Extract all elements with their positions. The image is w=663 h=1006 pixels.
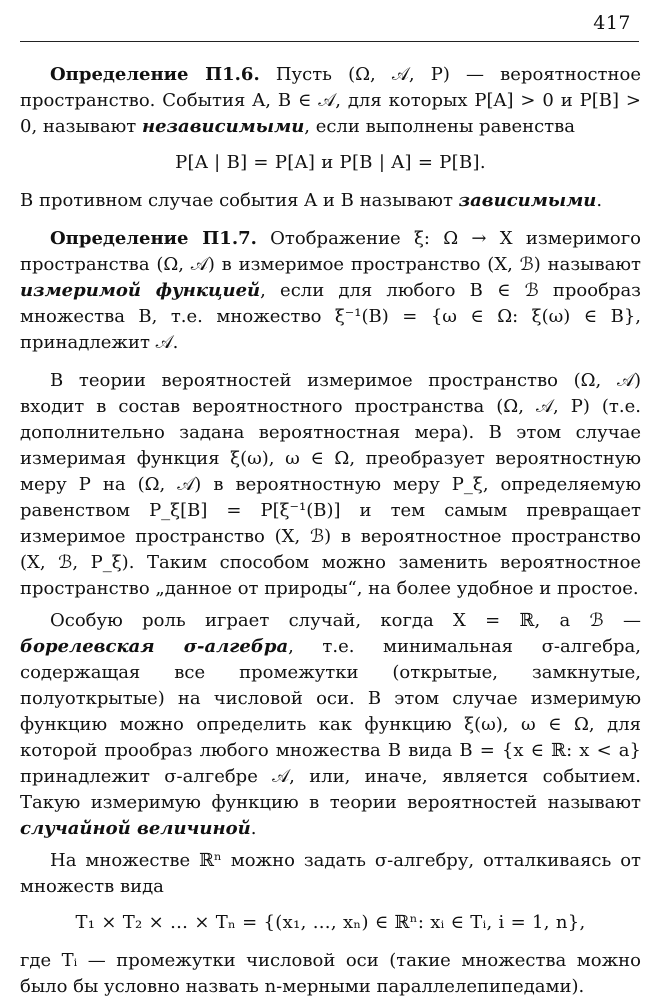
paragraph-end: . <box>250 818 257 839</box>
definition-heading: Определение П1.7. <box>50 228 257 249</box>
definition-p1-7 <box>20 226 641 356</box>
definition-text: , если для любого B ∈ ℬ прообраз множества B, т.е. множество ξ⁻¹(B) = {ω ∈ Ω: ξ(ω) ∈ B}, принадлежит 𝒜. <box>20 280 642 353</box>
header-rule <box>20 41 639 42</box>
term-dependent: зависимыми <box>458 190 597 211</box>
term-independent: независимыми <box>141 116 305 137</box>
paragraph-text: , т.е. минимальная σ-алгебра, содержащая все промежутки (открытые, замкнутые, полуоткрытые) на числовой оси. В этом случае измеримую функцию можно определить как функцию ξ(ω), ω ∈ Ω, для которой прообраз любого множества B вида B = {x ∈ ℝ: x < a} принадлежит σ-алгебре 𝒜, или, иначе, является событием. Такую измеримую функцию в теории вероятностей называют <box>20 636 641 813</box>
page-number: 417 <box>593 12 631 34</box>
paragraph-random-variable <box>20 608 641 842</box>
paragraph-text: Особую роль играет случай, когда X = ℝ, а ℬ — <box>50 610 641 631</box>
formula-cartesian-product: T₁ × T₂ × … × Tₙ = {(x₁, …, xₙ) ∈ ℝⁿ: xᵢ ∈ Tᵢ, i = 1, n}, <box>75 912 586 933</box>
definition-text: , если выполнены равенства <box>304 116 575 137</box>
term-measurable-function: измеримой функцией <box>20 280 261 301</box>
term-borel-sigma-algebra: борелевская σ-алгебра <box>20 636 289 657</box>
sentence-text: В противном случае события A и B называют <box>20 190 459 211</box>
definition-p1-6 <box>20 62 641 140</box>
formula-conditional-probability: P[A | B] = P[A] и P[B | A] = P[B]. <box>175 152 486 173</box>
dependent-events-sentence <box>20 188 641 214</box>
definition-text: Отображение ξ: Ω → X измеримого пространства (Ω, 𝒜) в измеримое пространство (X, ℬ) называют <box>20 228 641 275</box>
page-body <box>20 62 641 1006</box>
paragraph-sigma-algebra-rn: На множестве ℝⁿ можно задать σ-алгебру, отталкиваясь от множеств вида <box>20 850 641 897</box>
sentence-end: . <box>596 190 603 211</box>
definition-heading: Определение П1.6. <box>50 64 260 85</box>
term-random-variable: случайной величиной <box>20 818 251 839</box>
definition-text: Пусть (Ω, 𝒜, P) — вероятностное пространство. События A, B ∈ 𝒜, для которых P[A] > 0 и P[B] > 0, называют <box>20 64 641 137</box>
paragraph-probability-space: В теории вероятностей измеримое пространство (Ω, 𝒜) входит в состав вероятностного пространства (Ω, 𝒜, P) (т.е. дополнительно задана вероятностная мера). В этом случае измеримая функция ξ(ω), ω ∈ Ω, преобразует вероятностную меру P на (Ω, 𝒜) в вероятностную меру P_ξ, определяемую равенством P_ξ[B] = P[ξ⁻¹(B)] и тем самым превращает измеримое пространство (X, ℬ) в вероятностное пространство (X, ℬ, P_ξ). Таким способом можно заменить вероятностное пространство „данное от природы“, на более удобное и простое. <box>20 370 641 599</box>
paragraph-parallelepipeds: где Tᵢ — промежутки числовой оси (такие множества можно было бы условно назвать n-мерными параллелепипедами). <box>20 950 641 997</box>
